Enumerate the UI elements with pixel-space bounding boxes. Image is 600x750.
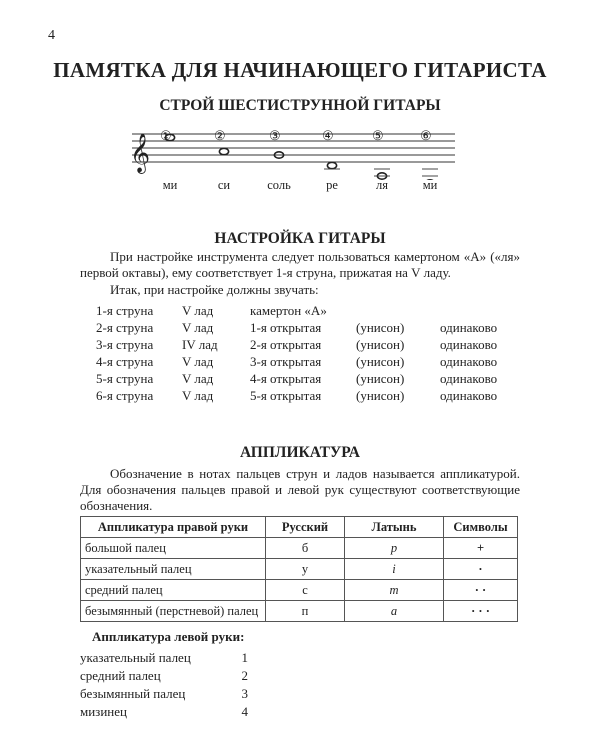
note-name: ми xyxy=(162,178,178,192)
table-row: большой палец б p + xyxy=(81,538,518,559)
table-row: указательный палец у i · xyxy=(81,559,518,580)
note-name: си xyxy=(217,178,231,192)
tuning-heading: СТРОЙ ШЕСТИСТРУННОЙ ГИТАРЫ xyxy=(159,97,441,114)
table-header-row: Аппликатура правой руки Русский Латынь Символы xyxy=(81,517,518,538)
fingering-paragraph: Обозначение в нотах пальцев струн и ладов называется аппликатурой. Для обозначения пальцев правой и левой рук существуют соответствующие обозначения. xyxy=(80,466,520,513)
string-number: ⑥ xyxy=(420,128,432,143)
left-hand-title: Аппликатура левой руки: xyxy=(92,629,245,644)
treble-clef-icon: 𝄞 xyxy=(130,133,151,173)
note-name: ми xyxy=(422,178,438,192)
setup-paragraph: При настройке инструмента следует пользоваться камертоном «А» («ля» первой октавы), ему соответствует 1-я струна, прижатая на V ладу. xyxy=(80,249,520,280)
left-hand-row: мизинец 4 xyxy=(80,704,248,719)
string-number: ① xyxy=(160,128,172,143)
fingering-heading: АППЛИКАТУРА xyxy=(240,444,360,461)
page-number: 4 xyxy=(48,28,55,43)
tuning-list: 1-я струна V лад камертон «А» 2-я струна V лад 1-я открытая (унисон) одинаково 3-я струна IV лад 2-я открытая (унисон) одинаково 4-я струна V лад 3-я открытая (унисон) одинаково 5-я струна V лад 4-я открытая (унисон) одинаково 6-я струна V лад 5-я открытая (унисон) одинаково xyxy=(96,303,498,403)
note-name: ля xyxy=(376,178,388,192)
table-row: безымянный (перстневой) палец п a · · · xyxy=(81,601,518,622)
note-head xyxy=(219,148,228,154)
string-number: ⑤ xyxy=(372,128,384,143)
left-hand-row: указательный палец 1 xyxy=(80,650,248,665)
left-hand-row: средний палец 2 xyxy=(80,668,248,683)
string-number: ② xyxy=(214,128,226,143)
setup-intro: Итак, при настройке должны звучать: xyxy=(110,282,319,297)
note-head xyxy=(327,162,336,168)
note-name: соль xyxy=(267,178,291,192)
right-hand-table xyxy=(80,516,518,622)
setup-heading: НАСТРОЙКА ГИТАРЫ xyxy=(214,230,386,247)
left-hand-row: безымянный палец 3 xyxy=(80,686,248,701)
table-row: средний палец с m · · xyxy=(81,580,518,601)
page-title: ПАМЯТКА ДЛЯ НАЧИНАЮЩЕГО ГИТАРИСТА xyxy=(53,58,547,82)
note-name: ре xyxy=(326,178,338,192)
string-number: ③ xyxy=(269,128,281,143)
string-number: ④ xyxy=(322,128,334,143)
